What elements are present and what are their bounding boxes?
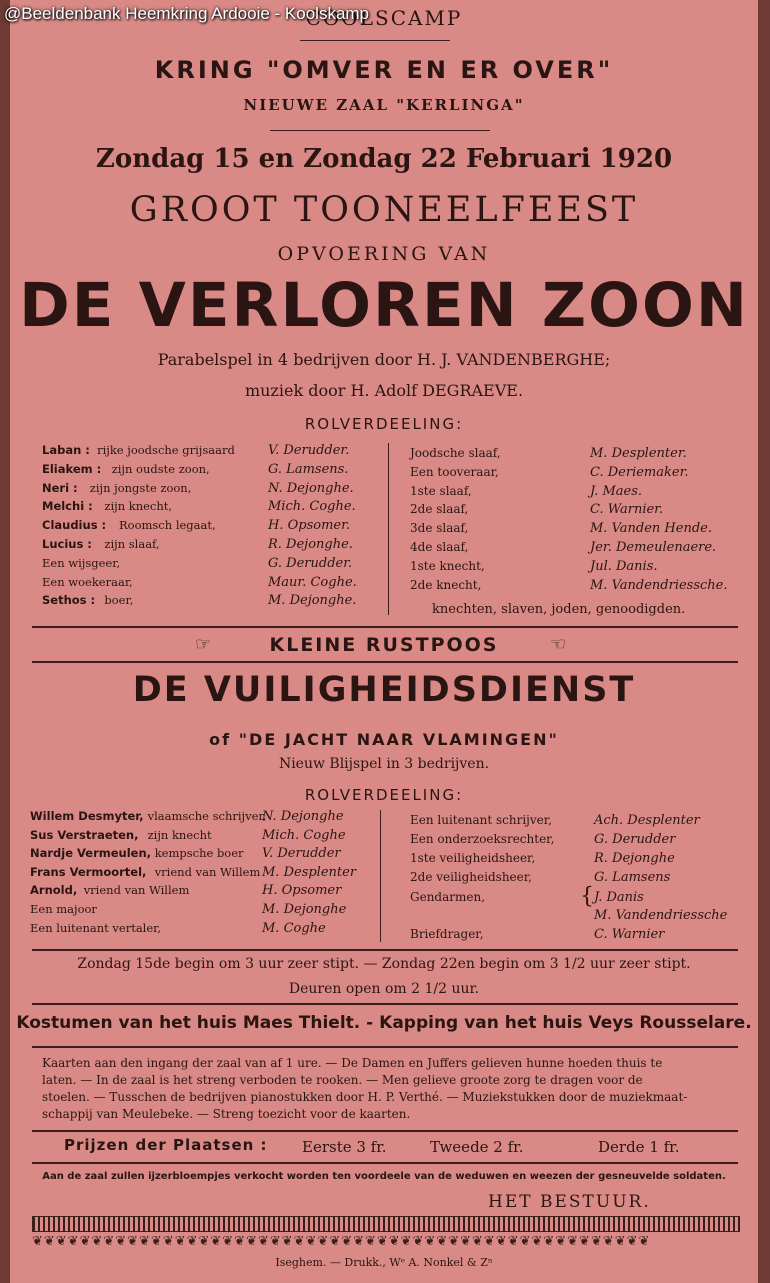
actor-name: Ach. Desplenter xyxy=(594,813,700,828)
ornamental-border xyxy=(32,1216,740,1232)
role-name: Joodsche slaaf, xyxy=(410,446,501,460)
play1-music: muziek door H. Adolf DEGRAEVE. xyxy=(244,381,524,400)
role-description: Roomsch legaat, xyxy=(119,518,216,533)
actor-name: V. Derudder xyxy=(262,846,341,862)
price-first: Eerste 3 fr. xyxy=(302,1138,387,1156)
role-description: zijn knecht xyxy=(147,827,212,842)
actor-name: G. Lamsens xyxy=(594,870,671,885)
column-divider xyxy=(380,810,381,942)
actor-name: C. Deriemaker. xyxy=(590,464,689,480)
signature: HET BESTUUR. xyxy=(488,1192,651,1212)
actor-name: C. Warnier xyxy=(594,927,665,942)
role-name: Gendarmen, xyxy=(410,890,486,904)
role-name: Claudius : xyxy=(42,518,107,533)
role-name: Laban : xyxy=(42,443,90,457)
notice-line: stoelen. — Tusschen de bedrijven pianostukken door H. P. Verthé. — Muziekstukken door de muziekmaat- xyxy=(42,1090,688,1104)
actor-name: R. Dejonghe. xyxy=(268,537,353,552)
column-divider xyxy=(388,443,389,615)
actor-name: M. Coghe xyxy=(262,920,326,936)
notice-line: Kaarten aan den ingang der zaal van af 1 ure. — De Damen en Juffers gelieven hunne hoeden thuis te xyxy=(42,1056,663,1070)
kring-name: KRING "OMVER EN ER OVER" xyxy=(154,56,614,84)
role-description: vriend van Willem xyxy=(154,864,261,879)
actor-name: R. Dejonghe xyxy=(594,851,675,866)
role-name: Lucius : xyxy=(42,537,92,551)
actor-name: J. Maes. xyxy=(590,483,643,499)
role-description: zijn oudste zoon, xyxy=(111,461,210,476)
divider xyxy=(300,40,450,41)
hall-name: NIEUWE ZAAL "KERLINGA" xyxy=(243,96,525,114)
role-name: 1ste slaaf, xyxy=(410,483,472,498)
divider xyxy=(32,626,738,628)
notice-line: schappij van Meulebeke. — Streng toezicht voor de kaarten. xyxy=(42,1107,411,1121)
floral-border: ❦❦❦❦❦❦❦❦❦❦❦❦❦❦❦❦❦❦❦❦❦❦❦❦❦❦❦❦❦❦❦❦❦❦❦❦❦❦❦❦❦❦❦❦❦❦❦❦❦❦❦❦ xyxy=(32,1234,651,1249)
price-second: Tweede 2 fr. xyxy=(430,1138,524,1156)
actor-name: J. Danis xyxy=(594,890,644,905)
role-name: Briefdrager, xyxy=(410,927,484,941)
role-description: zijn slaaf, xyxy=(104,537,160,551)
event-date: Zondag 15 en Zondag 22 Februari 1920 xyxy=(95,144,673,174)
role-description: kempsche boer xyxy=(154,846,244,861)
play2-genre: Nieuw Blijspel in 3 bedrijven. xyxy=(278,756,490,772)
divider xyxy=(270,130,490,131)
role-name: Een onderzoeksrechter, xyxy=(410,832,555,846)
actor-name: H. Opsomer xyxy=(262,883,342,899)
charity-note: Aan de zaal zullen ijzerbloempjes verkocht worden ten voordeele van de weduwen en weezen der gesneuvelde soldaten. xyxy=(42,1171,726,1182)
role-name: Willem Desmyter, xyxy=(30,809,144,823)
role-name: Melchi : xyxy=(42,499,93,514)
divider xyxy=(32,949,738,951)
event-title: GROOT TOONEELFEEST xyxy=(129,190,639,230)
role-description: vlaamsche schrijver, xyxy=(147,809,267,823)
play2-subtitle: of "DE JACHT NAAR VLAMINGEN" xyxy=(209,730,559,749)
role-name: 2de slaaf, xyxy=(410,502,469,517)
play1-extras: knechten, slaven, joden, genoodigden. xyxy=(432,602,686,617)
actor-name: M. Desplenter xyxy=(262,864,357,880)
actor-name: M. Vanden Hende. xyxy=(590,521,712,537)
role-name: Arnold, xyxy=(30,883,78,898)
brace-icon: { xyxy=(580,884,594,909)
role-name: 1ste veiligheidsheer, xyxy=(410,851,536,865)
prices-label: Prijzen der Plaatsen : xyxy=(64,1136,268,1154)
actor-name: Mich. Coghe. xyxy=(268,499,356,515)
role-name: Een tooveraar, xyxy=(410,464,499,479)
divider xyxy=(32,1130,738,1132)
actor-name: Maur. Coghe. xyxy=(268,574,357,590)
role-name: 2de knecht, xyxy=(410,577,482,592)
role-name: 4de slaaf, xyxy=(410,540,469,554)
role-description: zijn jongste zoon, xyxy=(89,480,192,495)
actor-name: G. Derudder xyxy=(594,832,676,847)
role-name: Eliakem : xyxy=(42,461,102,476)
actor-name: G. Derudder. xyxy=(268,555,353,571)
role-description: Een woekeraar, xyxy=(42,574,133,589)
actor-name: N. Dejonghe xyxy=(262,809,344,824)
actor-name: V. Derudder. xyxy=(268,443,350,458)
role-description: boer, xyxy=(104,593,134,608)
actor-name: M. Dejonghe. xyxy=(268,593,357,609)
pointing-hand-left-icon: ☜ xyxy=(550,634,567,655)
pause-label: KLEINE RUSTPOOS xyxy=(269,634,499,656)
notice-text xyxy=(42,1055,730,1123)
pointing-hand-right-icon: ☞ xyxy=(195,634,212,655)
role-name: 2de veiligheidsheer, xyxy=(410,870,532,884)
play1-subtitle: Parabelspel in 4 bedrijven door H. J. VANDENBERGHE; xyxy=(157,350,611,369)
actor-name: M. Dejonghe xyxy=(262,902,347,917)
divider xyxy=(32,1046,738,1048)
role-name: Een luitenant schrijver, xyxy=(410,813,552,827)
role-description: vriend van Willem xyxy=(83,883,190,898)
opvoering-label: OPVOERING VAN xyxy=(277,243,491,265)
play1-roles-heading: ROLVERDEELING: xyxy=(304,415,464,433)
actor-name: Mich. Coghe xyxy=(262,827,346,843)
role-description: zijn knecht, xyxy=(104,499,173,514)
actor-name: M. Vandendriessche. xyxy=(590,577,728,593)
role-description: Een luitenant vertaler, xyxy=(30,920,162,935)
schedule-line: Zondag 15de begin om 3 uur zeer stipt. — Zondag 22en begin om 3 1/2 uur zeer stipt. xyxy=(77,956,691,972)
divider xyxy=(32,661,738,663)
role-description: Een majoor xyxy=(30,902,97,916)
costumes-line: Kostumen van het huis Maes Thielt. - Kapping van het huis Veys Rousselare. xyxy=(16,1013,752,1033)
divider xyxy=(32,1003,738,1005)
role-name: Frans Vermoortel, xyxy=(30,864,147,879)
printer-credit: Iseghem. — Drukk., Wᵉ A. Nonkel & Zⁿ xyxy=(275,1256,493,1269)
role-name: 3de slaaf, xyxy=(410,521,469,536)
actor-name: M. Vandendriessche xyxy=(594,908,728,923)
watermark: @Beeldenbank Heemkring Ardooie - Koolskamp xyxy=(4,4,370,23)
price-third: Derde 1 fr. xyxy=(598,1138,680,1156)
role-name: Sethos : xyxy=(42,593,96,608)
role-name: 1ste knecht, xyxy=(410,558,485,573)
actor-name: M. Desplenter. xyxy=(590,446,687,461)
top-place: COOLSCAMP xyxy=(305,6,463,30)
actor-name: G. Lamsens. xyxy=(268,461,349,477)
play2-roles-heading: ROLVERDEELING: xyxy=(304,786,464,804)
actor-name: H. Opsomer. xyxy=(268,518,351,534)
doors-open: Deuren open om 2 1/2 uur. xyxy=(288,981,480,997)
actor-name: C. Warnier. xyxy=(590,502,664,518)
poster xyxy=(10,0,758,1283)
role-name: Neri : xyxy=(42,480,78,495)
role-name: Nardje Vermeulen, xyxy=(30,846,152,861)
role-description: Een wijsgeer, xyxy=(42,555,121,570)
notice-line: laten. — In de zaal is het streng verboden te rooken. — Men gelieve groote zorg te dragen voor de xyxy=(42,1073,643,1087)
role-description: rijke joodsche grijsaard xyxy=(97,443,235,457)
role-name: Sus Verstraeten, xyxy=(30,827,139,842)
play2-title: DE VUILIGHEIDSDIENST xyxy=(132,670,636,710)
actor-name: N. Dejonghe. xyxy=(268,480,354,496)
actor-name: Jul. Danis. xyxy=(590,558,658,574)
actor-name: Jer. Demeulenaere. xyxy=(590,540,717,555)
divider xyxy=(32,1162,738,1164)
play1-title: DE VERLOREN ZOON xyxy=(19,270,749,341)
